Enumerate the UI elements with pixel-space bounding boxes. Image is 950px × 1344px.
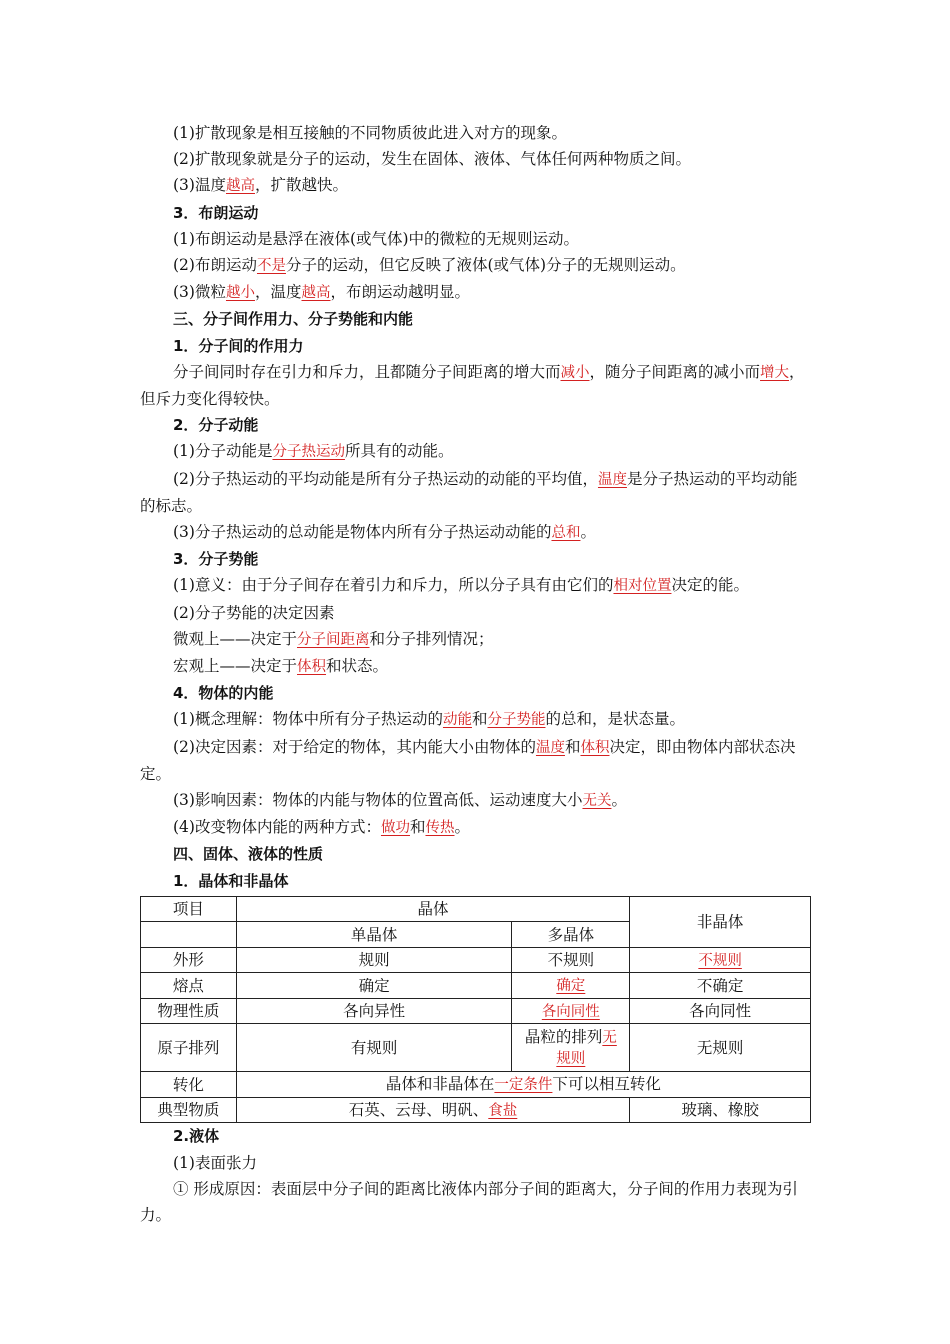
table-cell: 原子排列 bbox=[141, 1024, 237, 1072]
section-3-heading: 三、分子间作用力、分子势能和内能 bbox=[173, 310, 414, 329]
diffusion-point-2: (2)扩散现象就是分子的运动，发生在固体、液体、气体任何两种物质之间。 bbox=[173, 150, 691, 169]
kinetic-point-3: (3)分子热运动的总动能是物体内所有分子热运动动能的总和。 bbox=[173, 523, 596, 542]
answer-blank: 增大 bbox=[760, 364, 790, 381]
answer-blank: 体积 bbox=[297, 659, 327, 676]
answer-blank: 减小 bbox=[560, 364, 590, 381]
kinetic-point-2: (2)分子热运动的平均动能是所有分子热运动的动能的平均值，温度是分子热运动的平均动能的标志。 bbox=[140, 469, 798, 515]
table-cell: 非晶体 bbox=[630, 896, 811, 947]
answer-blank: 各向同性 bbox=[541, 1003, 600, 1020]
table-cell: 确定 bbox=[236, 973, 512, 999]
table-cell: 规则 bbox=[236, 947, 512, 973]
answer-blank: 温度 bbox=[597, 471, 627, 488]
brownian-heading: 3．布朗运动 bbox=[173, 203, 259, 222]
table-cell: 外形 bbox=[141, 947, 237, 973]
answer-blank: 分子热运动 bbox=[272, 444, 345, 461]
answer-blank: 不规则 bbox=[698, 952, 742, 969]
table-cell: 晶体和非晶体在一定条件下可以相互转化 bbox=[236, 1072, 810, 1098]
answer-blank: 传热 bbox=[425, 820, 455, 837]
internal-point-4: (4)改变物体内能的两种方式：做功和传热。 bbox=[173, 818, 470, 837]
surface-tension-formation: ① 形成原因：表面层中分子间的距离比液体内部分子间的距离大，分子间的作用力表现为引力。 bbox=[140, 1179, 798, 1224]
liquid-heading: 2.液体 bbox=[173, 1127, 220, 1146]
answer-blank: 无关 bbox=[582, 793, 612, 810]
table-cell: 各向异性 bbox=[236, 998, 512, 1024]
answer-blank: 动能 bbox=[442, 712, 472, 729]
answer-blank: 一定条件 bbox=[494, 1077, 553, 1094]
micro-level: 微观上——决定于分子间距离和分子排列情况； bbox=[173, 629, 494, 648]
document-page bbox=[140, 120, 812, 1228]
table-cell: 有规则 bbox=[236, 1024, 512, 1072]
table-cell: 不规则 bbox=[512, 947, 630, 973]
internal-energy-heading: 4．物体的内能 bbox=[173, 684, 274, 703]
answer-blank: 越小 bbox=[225, 285, 255, 302]
answer-blank: 温度 bbox=[535, 739, 565, 756]
internal-point-1: (1)概念理解：物体中所有分子热运动的动能和分子势能的总和，是状态量。 bbox=[173, 710, 685, 729]
internal-point-3: (3)影响因素：物体的内能与物体的位置高低、运动速度大小无关。 bbox=[173, 791, 627, 810]
table-row bbox=[141, 1097, 811, 1123]
table-row bbox=[141, 1072, 811, 1098]
answer-blank: 做功 bbox=[380, 820, 410, 837]
table-cell: 晶体 bbox=[236, 896, 629, 922]
brownian-point-1: (1)布朗运动是悬浮在液体(或气体)中的微粒的无规则运动。 bbox=[173, 229, 580, 248]
answer-blank: 食盐 bbox=[488, 1102, 518, 1119]
table-cell: 多晶体 bbox=[512, 922, 630, 948]
table-row bbox=[141, 998, 811, 1024]
table-cell: 典型物质 bbox=[141, 1097, 237, 1123]
brownian-point-2: (2)布朗运动不是分子的运动，但它反映了液体(或气体)分子的无规则运动。 bbox=[173, 256, 686, 275]
potential-point-2: (2)分子势能的决定因素 bbox=[173, 603, 335, 622]
surface-tension-heading: (1)表面张力 bbox=[173, 1153, 257, 1172]
answer-blank: 不是 bbox=[256, 258, 286, 275]
force-heading: 1．分子间的作用力 bbox=[173, 336, 304, 355]
answer-blank: 相对位置 bbox=[613, 578, 672, 595]
table-cell bbox=[630, 947, 811, 973]
table-cell: 不确定 bbox=[630, 973, 811, 999]
diffusion-point-3: (3)温度越高，扩散越快。 bbox=[173, 176, 348, 195]
answer-blank: 无 bbox=[602, 1029, 617, 1046]
table-cell: 玻璃、橡胶 bbox=[630, 1097, 811, 1123]
table-row bbox=[141, 947, 811, 973]
internal-point-2: (2)决定因素：对于给定的物体，其内能大小由物体的温度和体积决定，即由物体内部状态决定。 bbox=[140, 737, 796, 783]
brownian-point-3: (3)微粒越小，温度越高，布朗运动越明显。 bbox=[173, 283, 470, 302]
section-4-heading: 四、固体、液体的性质 bbox=[173, 845, 324, 864]
table-cell: 石英、云母、明矾、食盐 bbox=[236, 1097, 629, 1123]
table-cell bbox=[512, 998, 630, 1024]
table-cell bbox=[512, 973, 630, 999]
table-cell: 项目 bbox=[141, 896, 237, 922]
table-cell bbox=[141, 922, 237, 948]
table-row bbox=[141, 1024, 811, 1072]
table-cell: 晶粒的排列无 规则 bbox=[512, 1024, 630, 1072]
macro-level: 宏观上——决定于体积和状态。 bbox=[173, 657, 389, 676]
table-cell: 熔点 bbox=[141, 973, 237, 999]
table-cell: 物理性质 bbox=[141, 998, 237, 1024]
crystal-comparison-table bbox=[140, 896, 811, 1124]
answer-blank: 分子间距离 bbox=[297, 631, 370, 648]
potential-energy-heading: 3．分子势能 bbox=[173, 550, 259, 569]
answer-blank: 分子势能 bbox=[487, 712, 546, 729]
force-paragraph: 分子间同时存在引力和斥力，且都随分子间距离的增大而减小，随分子间距离的减小而增大，但斥力变化得较快。 bbox=[140, 362, 805, 409]
answer-blank: 越高 bbox=[225, 178, 255, 195]
table-cell: 单晶体 bbox=[236, 922, 512, 948]
kinetic-energy-heading: 2．分子动能 bbox=[173, 416, 259, 435]
table-cell: 转化 bbox=[141, 1072, 237, 1098]
crystal-heading: 1．晶体和非晶体 bbox=[173, 871, 289, 890]
answer-blank: 确定 bbox=[556, 978, 586, 995]
table-row bbox=[141, 973, 811, 999]
diffusion-point-1: (1)扩散现象是相互接触的不同物质彼此进入对方的现象。 bbox=[173, 124, 567, 142]
answer-blank: 总和 bbox=[551, 525, 581, 542]
table-row bbox=[141, 896, 811, 922]
answer-blank: 越高 bbox=[301, 285, 331, 302]
kinetic-point-1: (1)分子动能是分子热运动所具有的动能。 bbox=[173, 442, 454, 461]
table-cell: 各向同性 bbox=[630, 998, 811, 1024]
answer-blank: 体积 bbox=[580, 739, 610, 756]
potential-point-1: (1)意义：由于分子间存在着引力和斥力，所以分子具有由它们的相对位置决定的能。 bbox=[173, 576, 749, 595]
table-cell: 无规则 bbox=[630, 1024, 811, 1072]
answer-blank: 规则 bbox=[556, 1050, 586, 1067]
